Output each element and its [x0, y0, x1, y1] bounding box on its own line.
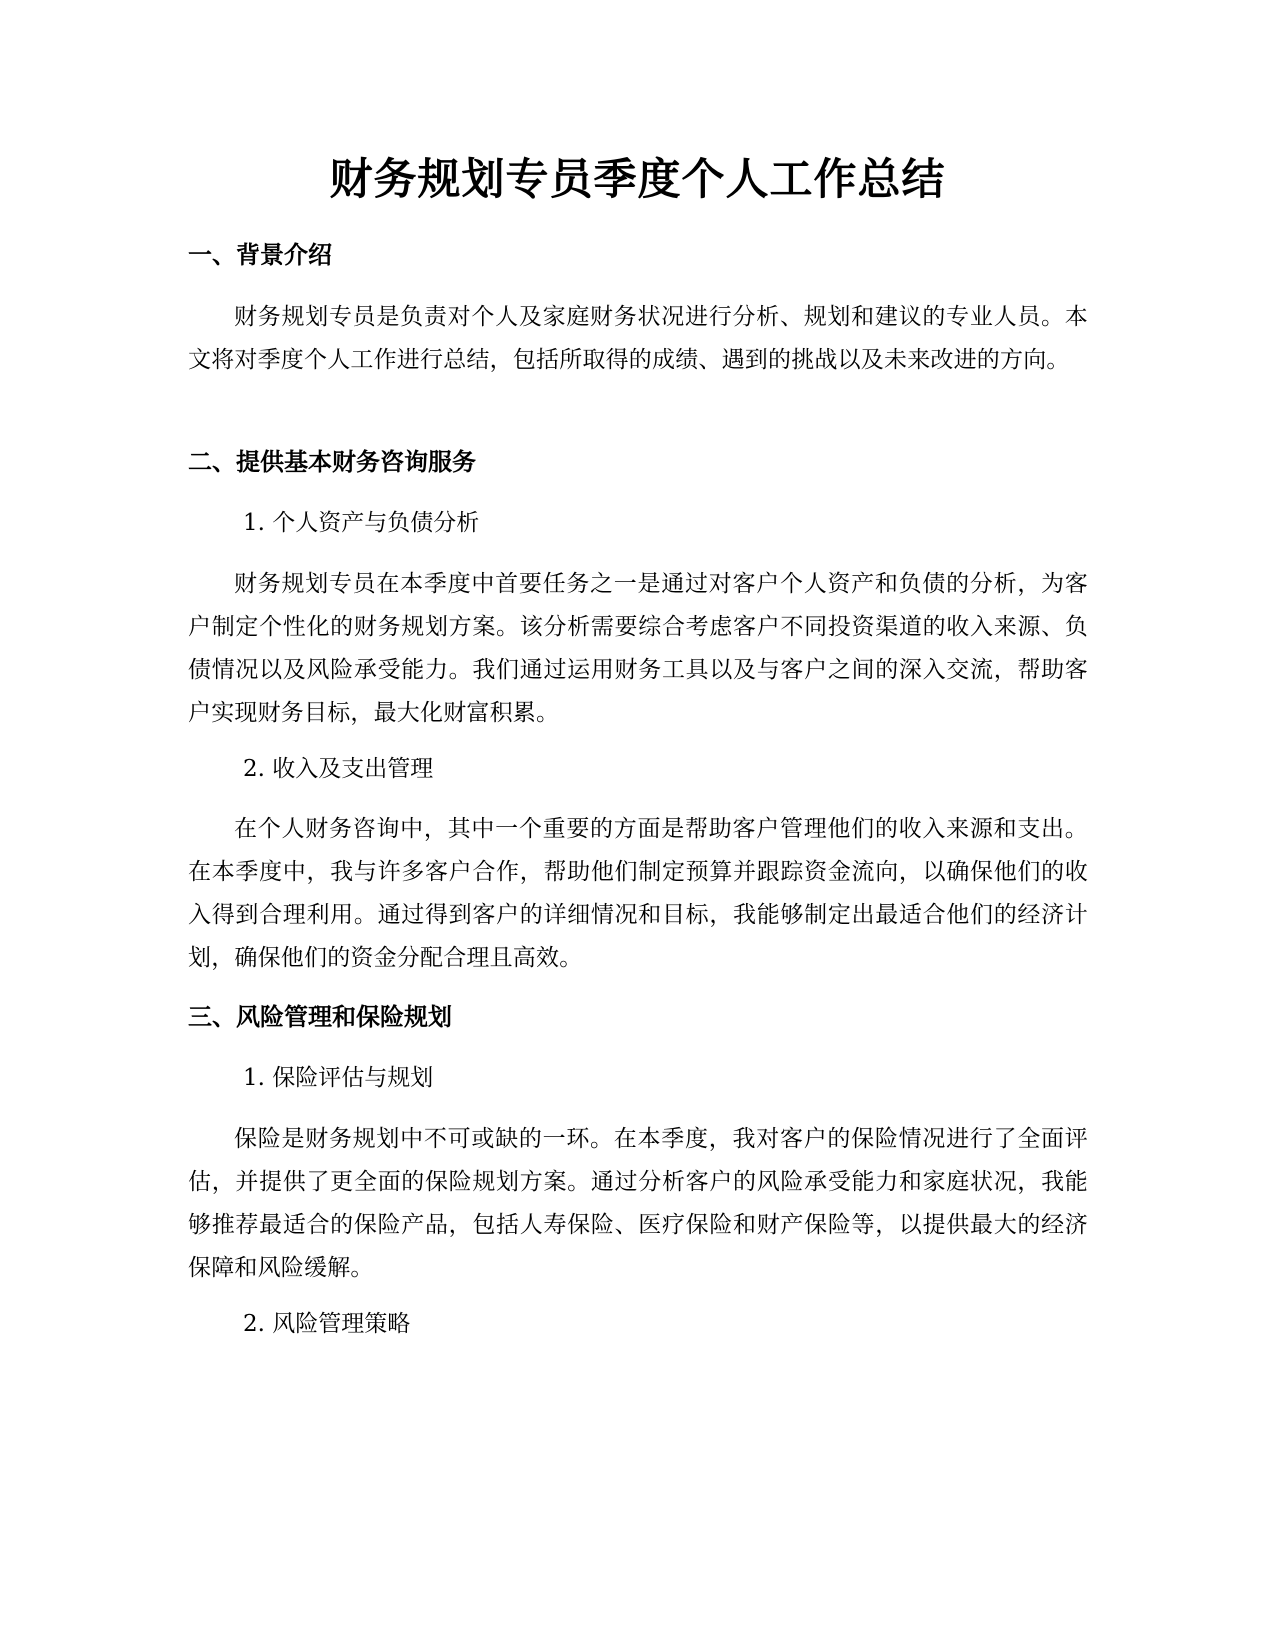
paragraph-income-expense: 在个人财务咨询中，其中一个重要的方面是帮助客户管理他们的收入来源和支出。在本季度中，我与许多客户合作，帮助他们制定预算并跟踪资金流向，以确保他们的收入得到合理利用。通过得到客户的详细情况和目标，我能够制定出最适合他们的经济计划，确保他们的资金分配合理且高效。: [188, 816, 1088, 971]
paragraph-asset-analysis: 财务规划专员在本季度中首要任务之一是通过对客户个人资产和负债的分析，为客户制定个性化的财务规划方案。该分析需要综合考虑客户不同投资渠道的收入来源、负债情况以及风险承受能力。我们通过运用财务工具以及与客户之间的深入交流，帮助客户实现财务目标，最大化财富积累。: [188, 571, 1088, 726]
subsection-heading-income-expense: 2. 收入及支出管理: [243, 756, 434, 782]
paragraph-background: 财务规划专员是负责对个人及家庭财务状况进行分析、规划和建议的专业人员。本文将对季度个人工作进行总结，包括所取得的成绩、遇到的挑战以及未来改进的方向。: [188, 304, 1088, 373]
subsection-heading-insurance-planning: 1. 保险评估与规划: [243, 1065, 434, 1091]
section-heading-consulting: 二、提供基本财务咨询服务: [188, 448, 476, 476]
document-title: 财务规划专员季度个人工作总结: [329, 155, 946, 205]
subsection-heading-risk-strategy: 2. 风险管理策略: [243, 1311, 411, 1337]
paragraph-insurance-planning: 保险是财务规划中不可或缺的一环。在本季度，我对客户的保险情况进行了全面评估，并提供了更全面的保险规划方案。通过分析客户的风险承受能力和家庭状况，我能够推荐最适合的保险产品，包括人寿保险、医疗保险和财产保险等，以提供最大的经济保障和风险缓解。: [188, 1126, 1088, 1281]
subsection-heading-asset-analysis: 1. 个人资产与负债分析: [243, 510, 480, 536]
section-heading-background: 一、背景介绍: [188, 241, 332, 269]
section-heading-risk-insurance: 三、风险管理和保险规划: [188, 1003, 452, 1031]
